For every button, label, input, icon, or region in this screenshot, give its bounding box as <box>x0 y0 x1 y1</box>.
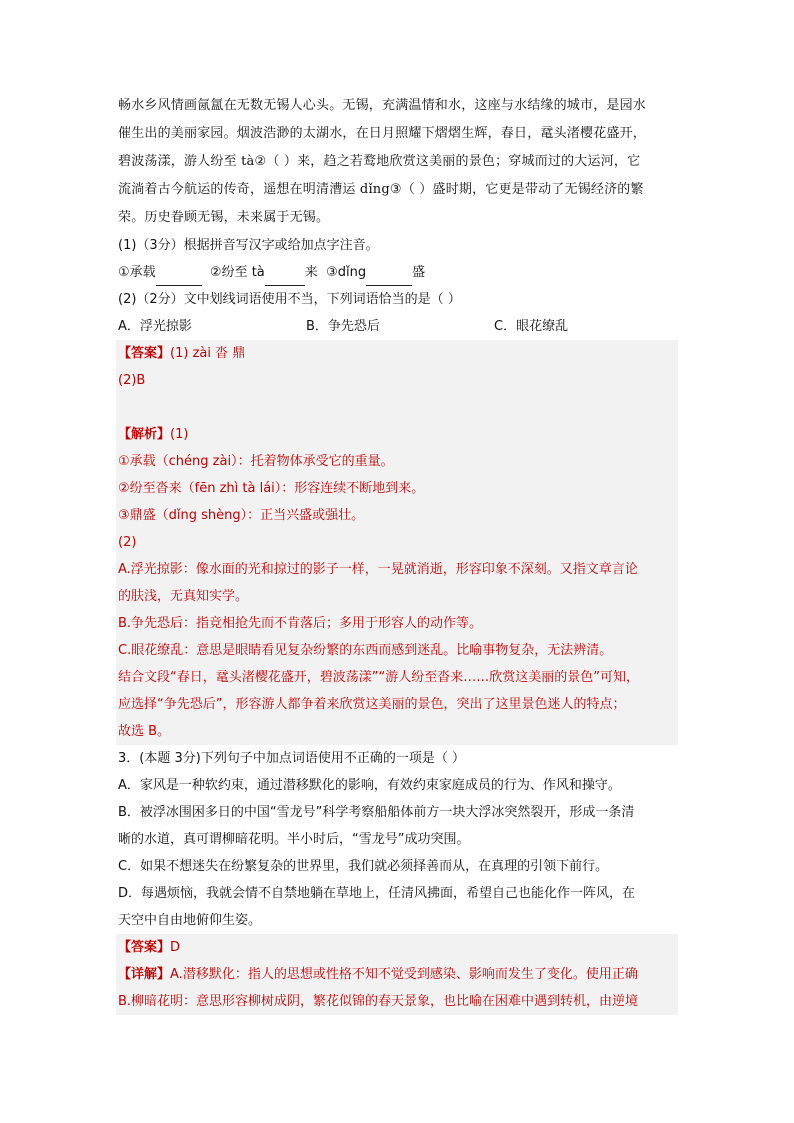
analysis-part-2: (2) <box>118 535 137 550</box>
detail-text: A.潜移默化：指人的思想或性格不知不觉受到感染、影响而发生了变化。使用正确 <box>170 967 638 982</box>
analysis-para: 结合文段“春日，鼋头渚樱花盛开，碧波荡漾”“游人纷至沓来……欣赏这美丽的景色”可知， <box>118 670 639 685</box>
answer-label: 【答案】 <box>118 346 171 361</box>
analysis-para: A.浮光掠影：像水面的光和掠过的影子一样，一晃就消逝，形容印象不深刻。又指文章言论 <box>118 562 638 577</box>
passage-line: 荣。历史眷顾无锡，未来属于无锡。 <box>118 210 330 225</box>
q3-option: D．每遇烦恼，我就会情不自禁地躺在草地上，任清风拂面，希望自己也能化作一阵风，在 <box>118 886 636 901</box>
analysis-item: ①承载（chéng zài）：托着物体承受它的重量。 <box>118 454 394 469</box>
q1-item: 来 <box>304 265 318 280</box>
analysis-item: ②纷至沓来（fēn zhì tà lái）：形容连续不断地到来。 <box>118 481 425 496</box>
answer-line <box>118 340 678 367</box>
answer-blank <box>366 269 412 286</box>
q1-item: ①承载 <box>118 265 156 280</box>
q3-option: B．被浮冰围困多日的中国“雪龙号”科学考察船船体前方一块大浮冰突然裂开，形成一条清 <box>118 805 635 820</box>
option-b: B．争先恐后 <box>306 319 380 334</box>
analysis-part-1: (1) <box>170 427 189 442</box>
answer-blank <box>265 269 305 286</box>
analysis-para: 的肤浅，无真知实学。 <box>118 589 249 604</box>
passage-line: 碧波荡漾，游人纷至 tà②（ ）来，趋之若鹜地欣赏这美丽的景色；穿城而过的大运河，它 <box>118 154 641 169</box>
analysis-heading <box>118 421 678 448</box>
detail-line-2: B.柳暗花明：意思形容柳树成阴，繁花似锦的春天景象，也比喻在困难中遇到转机，由逆境 <box>118 994 639 1009</box>
spacer <box>118 394 678 421</box>
analysis-para: 故选 B。 <box>118 724 171 739</box>
answer-detail-block <box>116 934 678 1015</box>
question-2-stem: (2)（2分）文中划线词语使用不当，下列词语恰当的是（ ） <box>118 292 461 307</box>
answer-blank <box>156 269 202 286</box>
answer-3-value: D <box>170 940 181 955</box>
detail-label: 【详解】 <box>118 967 171 982</box>
analysis-para: B.争先恐后：指竞相抢先而不肯落后；多用于形容人的动作等。 <box>118 616 483 631</box>
q3-option: A．家风是一种软约束，通过潜移默化的影响，有效约束家庭成员的行为、作风和操守。 <box>118 778 621 793</box>
question-3-stem: 3．(本题 3分)下列句子中加点词语使用不正确的一项是（ ） <box>118 751 465 766</box>
option-a: A．浮光掠影 <box>118 319 192 334</box>
analysis-para: C.眼花缭乱：意思是眼睛看见复杂纷繁的东西而感到迷乱。比喻事物复杂，无法辨清。 <box>118 643 613 658</box>
q1-item: ③dǐng <box>326 265 367 280</box>
analysis-label: 【解析】 <box>118 427 171 442</box>
document-body <box>118 92 676 1015</box>
q3-option: 晰的水道，真可谓柳暗花明。半小时后，“雪龙号”成功突围。 <box>118 832 470 847</box>
q3-option: C．如果不想迷失在纷繁复杂的世界里，我们就必须择善而从，在真理的引领下前行。 <box>118 859 609 874</box>
analysis-item: ③鼎盛（dǐng shèng）：正当兴盛或强壮。 <box>118 508 365 523</box>
question-2-options <box>118 313 676 340</box>
passage-line: 催生出的美丽家园。烟波浩渺的太湖水，在日月照耀下熠熠生辉，春日，鼋头渚樱花盛开， <box>118 126 647 141</box>
q3-option: 天空中自由地俯仰生姿。 <box>118 913 262 928</box>
passage-line: 畅水乡风情画氤氲在无数无锡人心头。无锡，充满温情和水，这座与水结缘的城市，是园水 <box>118 98 647 113</box>
q1-item: ②纷至 tà <box>209 265 265 280</box>
answer-line-2: (2)B <box>118 373 146 388</box>
analysis-para: 应选择“争先恐后”，形容游人都争着来欣赏这美丽的景色，突出了这里景色迷人的特点； <box>118 697 626 712</box>
answer-3-label: 【答案】 <box>118 940 171 955</box>
q1-item: 盛 <box>412 265 426 280</box>
passage-line: 流淌着古今航运的传奇，遥想在明清漕运 dǐng③（ ）盛时期，它更是带动了无锡经济的繁 <box>118 182 644 197</box>
option-c: C．眼花缭乱 <box>494 319 569 334</box>
answer-3-line <box>118 934 678 961</box>
reading-passage <box>118 92 676 232</box>
answer-values: (1) zài 沓 鼎 <box>170 346 246 361</box>
detail-line <box>118 961 678 988</box>
question-1-items <box>118 259 676 286</box>
answer-analysis-block <box>116 340 678 745</box>
question-1-stem: (1)（3分）根据拼音写汉字或给加点字注音。 <box>118 238 379 253</box>
